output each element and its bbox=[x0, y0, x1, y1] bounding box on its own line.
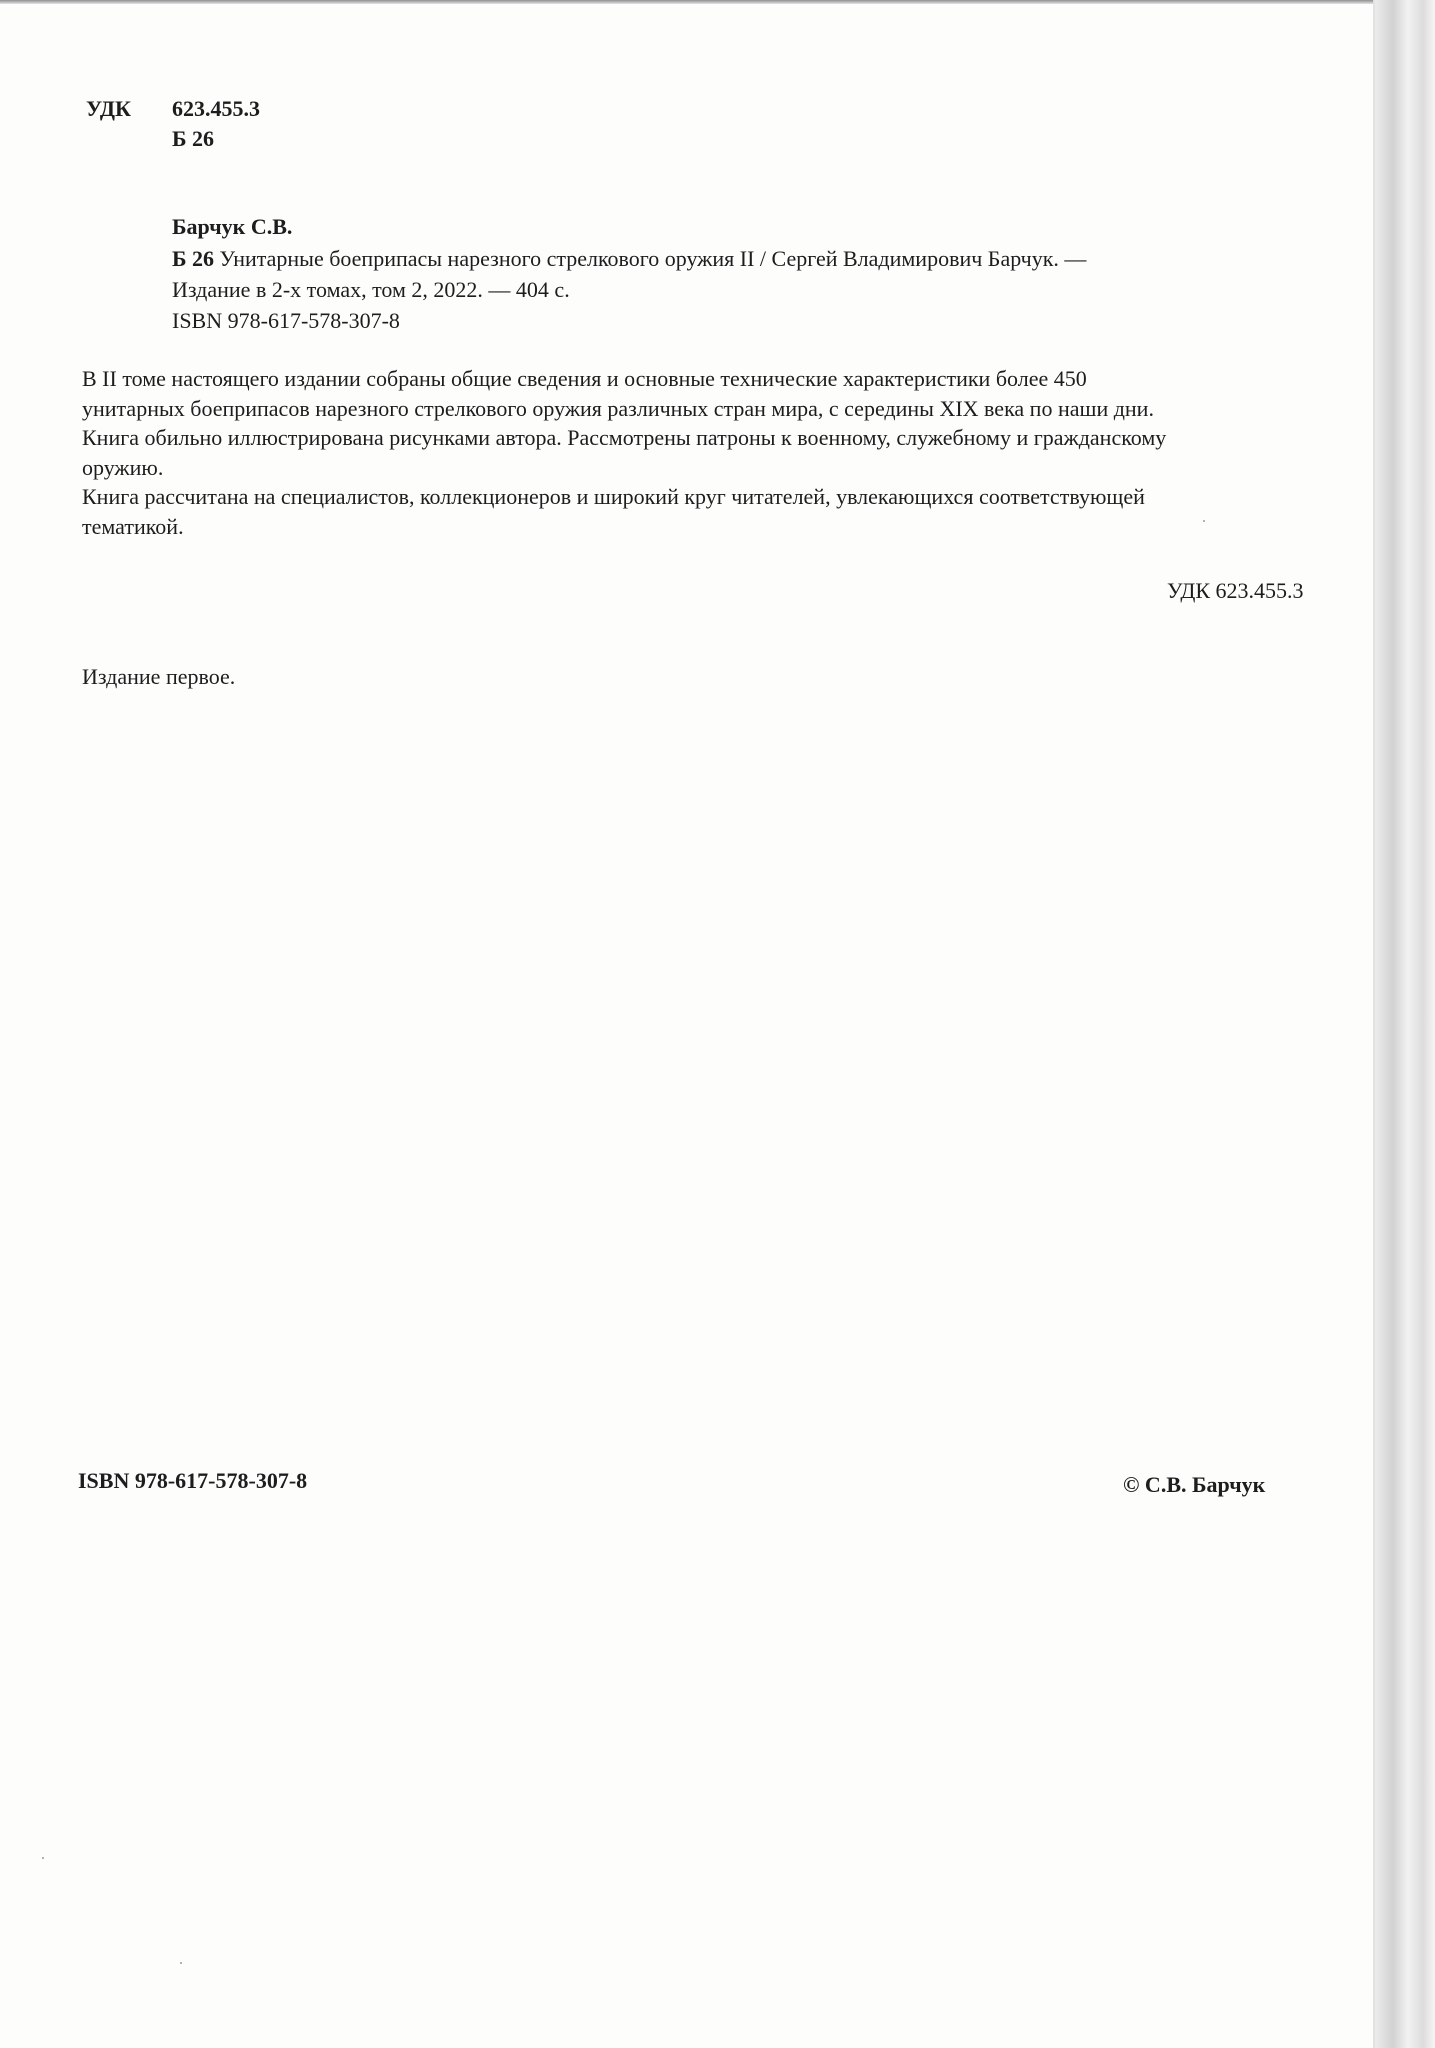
catalog-title: Унитарные боеприпасы нарезного стрелкового оружия II / Сергей Владимирович Барчук. — bbox=[219, 246, 1087, 271]
catalog-edition-line: Издание в 2-х томах, том 2, 2022. — 404 с. bbox=[172, 277, 570, 302]
annotation-line: тематикой. bbox=[82, 513, 184, 539]
annotation bbox=[82, 364, 1322, 541]
scan-speck bbox=[42, 1857, 44, 1859]
copyright-notice: © С.В. Барчук bbox=[1123, 1472, 1266, 1497]
isbn-footer: ISBN 978-617-578-307-8 bbox=[78, 1468, 308, 1493]
udc-label: УДК bbox=[86, 96, 132, 121]
author-mark: Б 26 bbox=[172, 126, 215, 151]
udc-code: 623.455.3 bbox=[172, 96, 260, 121]
annotation-line: оружию. bbox=[82, 454, 164, 480]
annotation-line: В II томе настоящего издании собраны общие сведения и основные технические характеристики более 450 bbox=[82, 366, 1087, 391]
catalog-title-line bbox=[172, 246, 1086, 272]
annotation-line: Книга обильно иллюстрирована рисунками автора. Рассмотрены патроны к военному, служебному и гражданскому bbox=[82, 425, 1167, 450]
udc-index-right: УДК 623.455.3 bbox=[1167, 578, 1304, 603]
scan-speck bbox=[1203, 520, 1205, 522]
catalog-author: Барчук С.В. bbox=[172, 214, 293, 239]
scan-top-edge bbox=[0, 0, 1375, 4]
edition-note: Издание первое. bbox=[82, 664, 236, 689]
catalog-author-mark: Б 26 bbox=[172, 246, 215, 271]
scan-speck bbox=[180, 1962, 182, 1964]
annotation-line: унитарных боеприпасов нарезного стрелкового оружия различных стран мира, с середины XIX века по наши дни. bbox=[82, 395, 1154, 421]
catalog-isbn: ISBN 978-617-578-307-8 bbox=[172, 308, 400, 333]
scan-right-edge bbox=[1375, 0, 1435, 2048]
annotation-line: Книга рассчитана на специалистов, коллекционеров и широкий круг читателей, увлекающихся соответствующей bbox=[82, 484, 1145, 509]
